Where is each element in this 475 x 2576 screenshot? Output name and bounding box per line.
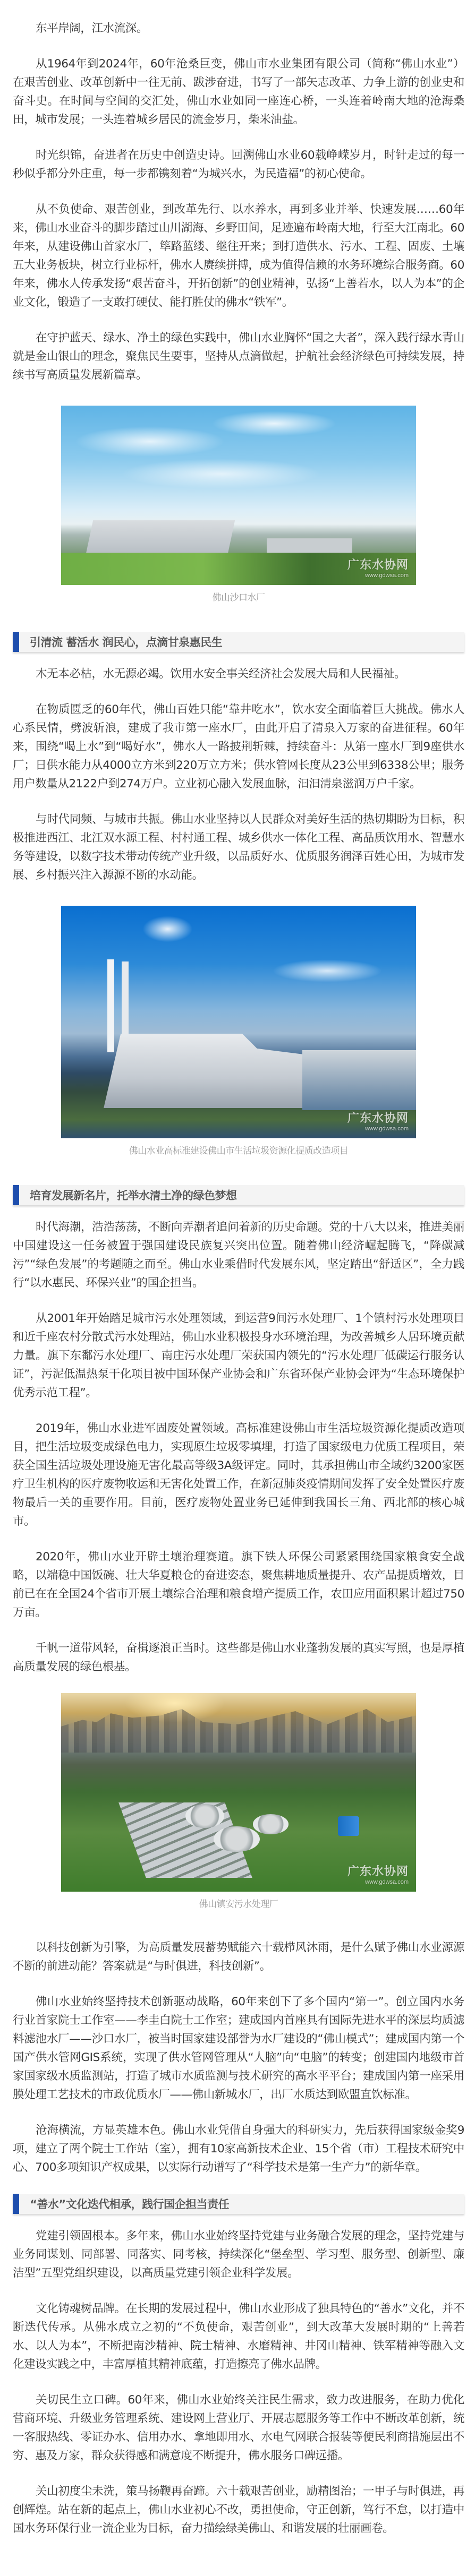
figure-caption: 佛山沙口水厂 (212, 593, 265, 603)
photo-zhenan-sewage-plant[interactable] (61, 1693, 416, 1892)
photo-detail-blue-tank (338, 1816, 359, 1836)
photo-waste-to-energy-plant[interactable] (61, 906, 416, 1138)
section-title: “善水”文化迭代相承，践行国企担当责任 (30, 2198, 230, 2211)
photo-detail-chimney (107, 959, 114, 1052)
watermark (347, 556, 409, 579)
body-paragraph: 2019年，佛山水业进军固废处置领域。高标准建设佛山市生活垃圾资源化提质改造项目，把生活垃圾变成绿色电力，实现原生垃圾零填埋，打造了国家级电力优质工程项目，荣获全国生活垃圾处理设施无害化最高等级3A级评定。同时，其承担佛山市全域约3200家医疗卫生机构的医疗废物收运和无害化处置工作，在新冠肺炎疫情期间发挥了安全处置医疗废物最后一关的重要作用。目前，医疗废物处置业务已延伸到我国长三角、西北部的核心城市。 (13, 1422, 464, 1528)
body-paragraph: 以科技创新为引擎，为高质量发展蓄势赋能六十载栉风沐雨，是什么赋予佛山水业源源不断的前进动能？答案就是“与时俱进，科技创新”。 (13, 1941, 464, 1973)
body-paragraph: 关山初度尘未洗，策马扬鞭再奋蹄。六十载艰苦创业，励精图治；一甲子与时俱进，再创辉煌。站在新的起点上，佛山水业初心不改，勇担使命，守正创新，笃行不怠，以打造中国水务环保行业一流企业为目标，奋力描绘绿美佛山、和谐发展的壮丽画卷。 (13, 2485, 464, 2535)
body-paragraph: 从2001年开始踏足城市污水处理领域，到运营9间污水处理厂、1个镇村污水处理项目和近千座农村分散式污水处理站，佛山水业积极投身水环境治理，为改善城乡人居环境贡献力量。旗下东鄱污水处理厂、南庄污水处理厂荣获国内领先的“污水处理厂低碳运行服务认证”，污泥低温热泵干化项目被中国环保产业协会和广东省环保产业协会评为“生态环境保护优秀示范工程”。 (13, 1312, 464, 1399)
body-paragraph: 沧海横流，方显英雄本色。佛山水业凭借自身强大的科研实力，先后获得国家级金奖9项，建立了两个院士工作站（室），拥有10家高新技术企业、15个省（市）工程技术研究中心、700多项知识产权成果，以实际行动谱写了“科学技术是第一生产力”的新华章。 (13, 2124, 464, 2174)
section-header-shanshui-culture (13, 2194, 464, 2214)
section-title: 培育发展新名片，托举水清土净的绿色梦想 (30, 1189, 237, 1202)
watermark-name: 广东水协网 (347, 1111, 409, 1124)
watermark-name: 广东水协网 (347, 558, 409, 571)
photo-detail-plant-hall (302, 1050, 416, 1111)
intro-paragraph: 时光织锦，奋进者在历史中创造史诗。回溯佛山水业60载峥嵘岁月，时针走过的每一秒似乎都分外庄重，每一步都镌刻着“为城兴水，为民造福”的初心使命。 (13, 149, 464, 181)
figure-shakou-water-plant (13, 406, 464, 604)
figure-zhenan-sewage-plant (13, 1693, 464, 1911)
watermark-url: www.gdwsa.com (365, 1126, 409, 1132)
intro-paragraph: 从不负使命、艰苦创业，到改革先行、以水养水，再到多业并举、快速发展……60年来，佛山水业奋斗的脚步踏过山川湖海、乡野田间，足迹遍布岭南大地，行至大江南北。60年来，从建设佛山首家水厂，筚路蓝缕、继往开来；到打造供水、污水、工程、固废、土壤五大业务板块，树立行业标杆，佛水人赓续拼搏，成为值得信赖的水务环境综合服务商。60年来，佛水人传承发扬“艰苦奋斗，开拓创新”的创业精神，弘扬“上善若水，以人为本”的企业文化，锻造了一支敢打硬仗、能打胜仗的佛水“铁军”。 (13, 203, 464, 309)
photo-detail-skyline (61, 1709, 416, 1753)
watermark-name: 广东水协网 (347, 1865, 409, 1878)
body-paragraph: 党建引领固根本。多年来，佛山水业始终坚持党建与业务融合发展的理念，坚持党建与业务同谋划、同部署、同落实、同考核，持续深化“堡垒型、学习型、服务型、创新型、廉洁型”五型党组织建设，以高质量党建引领企业科学发展。 (13, 2229, 464, 2280)
intro-paragraph: 东平岸阔，江水流深。 (36, 22, 148, 35)
figure-caption: 佛山镇安污水处理厂 (199, 1899, 278, 1910)
section-title: 引清流 蓄活水 润民心，点滴甘泉惠民生 (30, 636, 223, 649)
figure-waste-to-energy (13, 906, 464, 1157)
body-paragraph: 文化铸魂树品牌。在长期的发展过程中，佛山水业形成了独具特色的“善水”文化，并不断迭代传承。从佛水成立之初的“不负使命，艰苦创业”，到大改革大发展时期的“上善若水、以人为本”，不断把南沙精神、院士精神、水磨精神、井冈山精神、铁军精神等融入文化建设实践之中，丰富厚植其精神底蕴，打造擦亮了佛水品牌。 (13, 2302, 464, 2371)
body-paragraph: 2020年，佛山水业开辟土壤治理赛道。旗下铁人环保公司紧紧围绕国家粮食安全战略，以端稳中国饭碗、壮大华夏粮仓的奋进姿态，聚焦耕地质量提升、农产品提质增效，目前已在在全国24个省市开展土壤综合治理和粮食增产提质工作，农田应用面积累计超过750万亩。 (13, 1550, 464, 1619)
figure-caption: 佛山水业高标准建设佛山市生活垃圾资源化提质改造项目 (129, 1146, 349, 1156)
photo-shakou-water-plant[interactable] (61, 406, 416, 585)
section-accent-bar (13, 1185, 19, 1205)
body-paragraph: 时代海潮，浩浩荡荡，不断向弄潮者追问着新的历史命题。党的十八大以来，推进美丽中国建设这一任务被置于强国建设民族复兴突出位置。随着佛山经济崛起腾飞，“降碳减污”“绿色发展”的考题随之而至。佛山水业乘借时代发展东风，坚定踏出“舒适区”，全力践行“以水惠民、环保兴业”的国企担当。 (13, 1221, 464, 1290)
body-paragraph: 千帆一道带风轻，奋楫逐浪正当时。这些都是佛山水业蓬勃发展的真实写照，也是厚植高质量发展的绿色根基。 (13, 1642, 464, 1673)
section-header-green-dream (13, 1185, 464, 1205)
intro-paragraph: 在守护蓝天、绿水、净土的绿色实践中，佛山水业胸怀“国之大者”，深入践行绿水青山就是金山银山的理念，聚焦民生要事，坚持从点滴做起，护航社会经济绿色可持续发展，持续书写高质量发展新篇章。 (13, 331, 464, 382)
body-paragraph: 佛山水业始终坚持技术创新驱动战略，60年来创下了多个国内“第一”。创立国内水务行业首家院士工作室——李圭白院士工作室；建成国内首座具有国际先进水平的深层均质滤料滤池水厂——沙口水厂，被当时国家建设部誉为水厂建设的“佛山模式”；建成国内第一个国产供水管网GIS系统，实现了供水管网管理从“人脑”向“电脑”的转变；创建国内地级市首家国家级水质监测站，打造了城市水质监测与技术研究的高水平平台；建成国内第一座采用膜处理工艺技术的市政优质水厂——佛山新城水厂，出厂水质达到欧盟直饮标准。 (13, 1995, 464, 2101)
watermark-url: www.gdwsa.com (365, 572, 409, 579)
section-accent-bar (13, 2194, 19, 2214)
photo-detail-clarifier (214, 1826, 260, 1852)
photo-detail-chimney (122, 961, 129, 1041)
photo-detail-clarifier (253, 1814, 289, 1834)
section-accent-bar (13, 632, 19, 652)
watermark (347, 1862, 409, 1885)
photo-detail-buildings (86, 520, 235, 556)
watermark-url: www.gdwsa.com (365, 1879, 409, 1885)
body-paragraph: 关切民生立口碑。60年来，佛山水业始终关注民生需求，致力改进服务，在助力优化营商环境、升级业务管理系统、建设网上营业厅、开展志愿服务等工作中不断改革创新，统一客服热线、零证办水、信用办水、拿地即用水、水电气网联合报装等便民利商措施层出不穷、惠及万家，群众获得感和满意度不断提升，佛水服务口碑远播。 (13, 2393, 464, 2462)
watermark (347, 1109, 409, 1132)
intro-paragraph: 从1964年到2024年，60年沧桑巨变，佛山市水业集团有限公司（简称“佛山水业”）在艰苦创业、改革创新中一往无前、跋涉奋进，书写了一部矢志改革、力争上游的创业史和奋斗史。在时间与空间的交汇处，佛山水业如同一座连心桥，一头连着岭南大地的沧海桑田，城市发展；一头连着城乡居民的流金岁月，柴米油盐。 (13, 57, 464, 126)
body-paragraph: 木无本必枯，水无源必竭。饮用水安全事关经济社会发展大局和人民福祉。 (36, 667, 406, 681)
body-paragraph: 与时代同频、与城市共振。佛山水业坚持以人民群众对美好生活的热切期盼为目标，积极推进西江、北江双水源工程、村村通工程、城乡供水一体化工程、高品质饮用水、智慧水务等建设，以数字技术带动传统产业升级，以品质好水、优质服务润泽百姓心田，为城市发展、乡村振兴注入源源不断的水动能。 (13, 813, 464, 882)
photo-detail-plant-hall (104, 1034, 317, 1108)
section-header-clean-water (13, 632, 464, 652)
body-paragraph: 在物质匮乏的60年代，佛山百姓只能“靠井吃水”，饮水安全面临着巨大挑战。佛水人心系民情，劈波斩浪，建成了我市第一座水厂，由此开启了清泉入万家的奋进征程。60年来，围绕“喝上水”到“喝好水”，佛水人一路披荆斩棘，持续奋斗：从第一座水厂到9座供水厂；日供水能力从4000立方米到220万立方米；供水管网长度从23公里到6338公里；服务用户数量从2122户到274万户。立业初心融入发展血脉，汩汩清泉滋润万户千家。 (13, 703, 464, 791)
